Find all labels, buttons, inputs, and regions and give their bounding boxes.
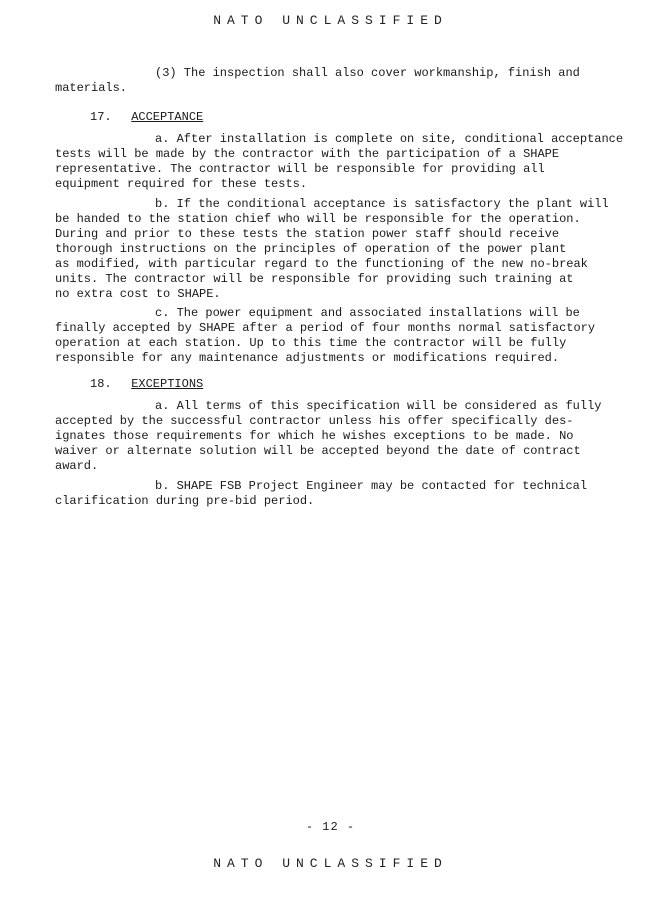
text-line: finally accepted by SHAPE after a period of four months normal satisfactory (55, 321, 596, 335)
text-line: tests will be made by the contractor with the participation of a SHAPE (55, 147, 560, 161)
text-line: equipment required for these tests. (55, 177, 308, 191)
text-line: units. The contractor will be responsible for providing such training at (55, 272, 574, 286)
text-line: a. All terms of this specification will be considered as fully (155, 399, 602, 413)
section-17-para-c (55, 306, 600, 366)
text-line: During and prior to these tests the station power staff should receive (55, 227, 560, 241)
page-number: - 12 - (305, 820, 356, 834)
text-line: representative. The contractor will be responsible for providing all (55, 162, 545, 176)
text-line: thorough instructions on the principles of operation of the power plant (55, 242, 567, 256)
section-number: 17. (90, 110, 112, 124)
text-line: waiver or alternate solution will be accepted beyond the date of contract (55, 444, 581, 458)
text-line: responsible for any maintenance adjustments or modifications required. (55, 351, 560, 365)
text-line: accepted by the successful contractor unless his offer specifically des- (55, 414, 574, 428)
text-line: operation at each station. Up to this time the contractor will be fully (55, 336, 567, 350)
section-17-heading (90, 110, 203, 125)
section-18-heading (90, 377, 203, 392)
section-18-para-b (55, 479, 600, 509)
text-line: c. The power equipment and associated installations will be (155, 306, 580, 320)
text-line: ignates those requirements for which he wishes exceptions to be made. No (55, 429, 574, 443)
text-line: b. If the conditional acceptance is satisfactory the plant will (155, 197, 609, 211)
text-line: no extra cost to SHAPE. (55, 287, 221, 301)
text-line: as modified, with particular regard to the functioning of the new no-break (55, 257, 588, 271)
text-line: clarification during pre-bid period. (55, 494, 315, 508)
section-number: 18. (90, 377, 112, 391)
item-3-paragraph (55, 66, 600, 96)
classification-header: NATO UNCLASSIFIED (213, 13, 448, 28)
text-line: materials. (55, 81, 128, 95)
text-line: b. SHAPE FSB Project Engineer may be contacted for technical (155, 479, 588, 493)
section-17-para-a (55, 132, 624, 192)
text-line: a. After installation is complete on site, conditional acceptance (155, 132, 624, 146)
text-line: award. (55, 459, 99, 473)
classification-footer: NATO UNCLASSIFIED (213, 856, 448, 871)
section-18-para-a (55, 399, 600, 474)
section-title: ACCEPTANCE (131, 110, 204, 124)
text-line: (3) The inspection shall also cover workmanship, finish and (155, 66, 580, 80)
text-line: be handed to the station chief who will be responsible for the operation. (55, 212, 581, 226)
section-17-para-b (55, 197, 609, 302)
section-title: EXCEPTIONS (131, 377, 204, 391)
